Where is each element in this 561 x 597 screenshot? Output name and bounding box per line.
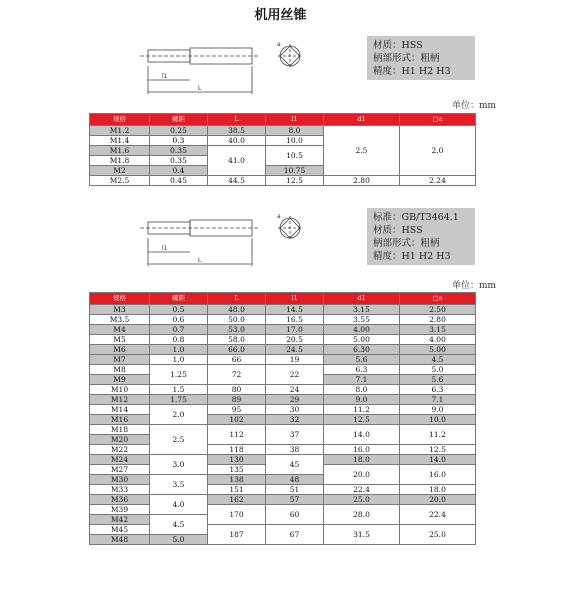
spec-line: 柄部形式：粗柄 — [373, 238, 440, 249]
table-row: M45 187 67 31.5 25.0 — [90, 525, 476, 535]
dim-l1-label: l1 — [162, 245, 168, 252]
table-row: M3 0.5 48.0 14.5 3.15 2.50 — [90, 305, 476, 315]
table-row: M3.5 0.6 50.0 16.5 3.55 2.80 — [90, 315, 476, 325]
spec-line: 柄部形式：粗柄 — [373, 53, 440, 64]
table-row: M24 3.0 130 45 18.0 14.0 — [90, 455, 476, 465]
col-header: L — [208, 114, 266, 126]
col-header: 规格 — [90, 114, 150, 126]
table-row: M9 7.1 5.6 — [90, 375, 476, 385]
spec-line: 材质：HSS — [373, 225, 423, 236]
table-row: M39 170 60 28.0 22.4 — [90, 505, 476, 515]
table-row: M22 118 38 16.0 12.5 — [90, 445, 476, 455]
col-header: 螺距 — [150, 293, 208, 305]
spec-box-2 — [367, 208, 475, 265]
table-row: M10 1.5 80 24 8.0 6.3 — [90, 385, 476, 395]
merged-d1: 2.5 — [324, 126, 400, 176]
table-row: M4 0.7 53.0 17.0 4.00 3.15 — [90, 325, 476, 335]
table-row: M14 2.0 95 30 11.2 9.0 — [90, 405, 476, 415]
col-header: l1 — [266, 293, 324, 305]
spec-line: 材质：HSS — [373, 40, 423, 51]
page-title: 机用丝锥 — [254, 8, 307, 23]
table-row: M36 4.0 162 57 25.0 20.0 — [90, 495, 476, 505]
dim-a-label: a — [277, 41, 281, 48]
unit-label-2: 单位：mm — [452, 281, 497, 291]
dim-L-label: L — [198, 257, 202, 264]
spec-table-1 — [89, 113, 476, 186]
table-row: M18 2.5 112 37 14.0 11.2 — [90, 425, 476, 435]
table-row: M1.6 0.35 41.0 10.5 — [90, 146, 476, 156]
table-row: M5 0.8 58.0 20.5 5.00 4.00 — [90, 335, 476, 345]
spec-line: 精度：H1 H2 H3 — [373, 251, 451, 262]
table-row: M12 1.75 89 29 9.0 7.1 — [90, 395, 476, 405]
col-header: 规格 — [90, 293, 150, 305]
col-header: d1 — [324, 114, 400, 126]
spec-table-2 — [89, 292, 476, 545]
spec-box-1 — [367, 36, 475, 80]
spec-line: 精度：H1 H2 H3 — [373, 66, 451, 77]
col-header: 螺距 — [150, 114, 208, 126]
col-header: □a — [400, 293, 476, 305]
table-row: M1.4 0.3 40.0 10.0 — [90, 136, 476, 146]
col-header: l1 — [266, 114, 324, 126]
table-header-row — [90, 114, 476, 126]
table-row: M16 102 32 12.5 10.0 — [90, 415, 476, 425]
table-row: M1.8 0.35 — [90, 156, 476, 166]
table-row: M6 1.0 66.0 24.5 6.30 5.00 — [90, 345, 476, 355]
col-header: d1 — [324, 293, 400, 305]
unit-label-1: 单位：mm — [452, 101, 497, 111]
table-row: M42 4.5 — [90, 515, 476, 525]
table-row: M33 151 51 22.4 18.0 — [90, 485, 476, 495]
spec-line: 标准：GB/T3464.1 — [373, 212, 459, 223]
tap-drawing-2 — [130, 208, 330, 272]
table-row: M1.2 0.25 38.5 8.0 2.5 2.0 — [90, 126, 476, 136]
table-row: M30 3.5 138 48 — [90, 475, 476, 485]
table-row: M8 1.25 72 22 6.3 5.0 — [90, 365, 476, 375]
merged-a: 2.0 — [400, 126, 476, 176]
tap-drawing-1 — [130, 36, 330, 100]
table-row: M7 1.0 66 19 5.6 4.5 — [90, 355, 476, 365]
dim-l1-label: l1 — [162, 73, 168, 80]
col-header: □a — [400, 114, 476, 126]
table-row: M2 0.4 10.75 — [90, 166, 476, 176]
table-row: M20 — [90, 435, 476, 445]
dim-a-label: a — [277, 213, 281, 220]
table-header-row — [90, 293, 476, 305]
dim-L-label: L — [198, 85, 202, 92]
table-row: M48 5.0 — [90, 535, 476, 545]
col-header: L — [208, 293, 266, 305]
table-row: M27 135 20.0 16.0 — [90, 465, 476, 475]
table-row: M2.5 0.45 44.5 12.5 2.80 2.24 — [90, 176, 476, 186]
